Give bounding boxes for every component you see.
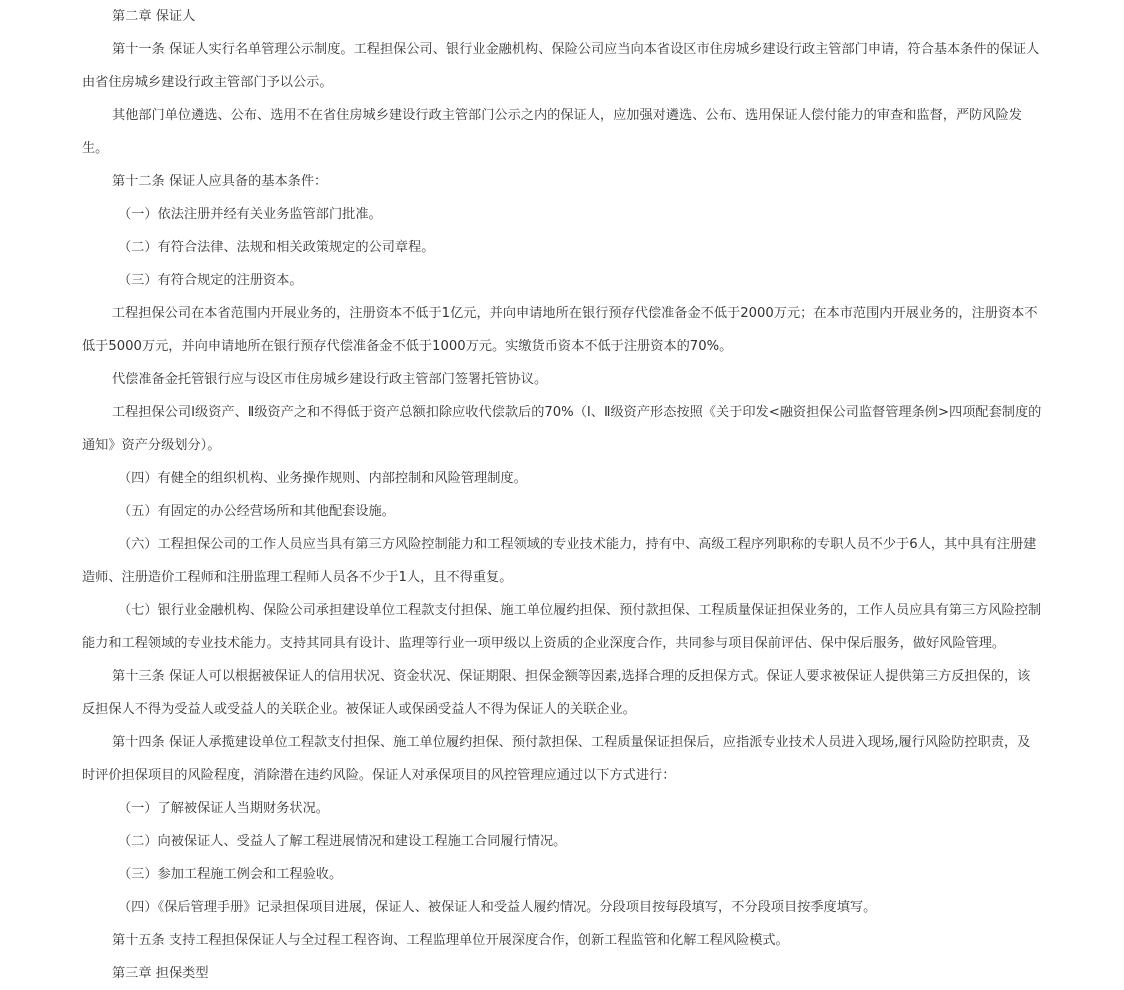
article-paragraph: 第十三条 保证人可以根据被保证人的信用状况、资金状况、保证期限、担保金额等因素,选择合理的反担保方式。保证人要求被保证人提供第三方反担保的，该反担保人不得为受益人或受益人的关联企业。被保证人或保函受益人不得为保证人的关联企业。 [82,669,1031,717]
article-paragraph: 第十一条 保证人实行名单管理公示制度。工程担保公司、银行业金融机构、保险公司应当向本省设区市住房城乡建设行政主管部门申请，符合基本条件的保证人由省住房城乡建设行政主管部门予以公示。 [82,42,1040,90]
list-item: （二）向被保证人、受益人了解工程进展情况和建设工程施工合同履行情况。 [118,834,567,849]
list-item: （一）依法注册并经有关业务监管部门批准。 [118,207,382,222]
chapter-heading: 第二章 保证人 [112,9,196,24]
list-item: （二）有符合法律、法规和相关政策规定的公司章程。 [118,240,435,255]
list-item: （三）参加工程施工例会和工程验收。 [118,867,343,882]
article-paragraph: 第十四条 保证人承揽建设单位工程款支付担保、施工单位履约担保、预付款担保、工程质量保证担保后，应指派专业技术人员进入现场,履行风险防控职责，及时评价担保项目的风险程度，消除潜在违约风险。保证人对承保项目的风控管理应通过以下方式进行： [82,735,1031,783]
list-item: （三）有符合规定的注册资本。 [118,273,303,288]
article-paragraph: 第十五条 支持工程担保保证人与全过程工程咨询、工程监理单位开展深度合作，创新工程监管和化解工程风险模式。 [112,933,789,948]
document-body [82,0,1042,990]
list-item: （四）《保后管理手册》记录担保项目进展，保证人、被保证人和受益人履约情况。分段项目按每段填写，不分段项目按季度填写。 [118,900,877,915]
body-paragraph: 工程担保公司在本省范围内开展业务的，注册资本不低于1亿元，并向申请地所在银行预存代偿准备金不低于2000万元；在本市范围内开展业务的，注册资本不低于5000万元，并向申请地所在银行预存代偿准备金不低于1000万元。实缴货币资本不低于注册资本的70%。 [82,306,1038,354]
body-paragraph: 工程担保公司Ⅰ级资产、Ⅱ级资产之和不得低于资产总额扣除应收代偿款后的70%（Ⅰ、Ⅱ级资产形态按照《关于印发<融资担保公司监督管理条例>四项配套制度的通知》资产分级划分）。 [82,405,1042,453]
list-item: （五）有固定的办公经营场所和其他配套设施。 [118,504,395,519]
list-item: （七）银行业金融机构、保险公司承担建设单位工程款支付担保、施工单位履约担保、预付款担保、工程质量保证担保业务的，工作人员应具有第三方风险控制能力和工程领域的专业技术能力。支持其同具有设计、监理等行业一项甲级以上资质的企业深度合作，共同参与项目保前评估、保中保后服务，做好风险管理。 [82,603,1042,651]
list-item: （六）工程担保公司的工作人员应当具有第三方风险控制能力和工程领域的专业技术能力，持有中、高级工程序列职称的专职人员不少于6人，其中具有注册建造师、注册造价工程师和注册监理工程师人员各不少于1人，且不得重复。 [82,537,1037,585]
body-paragraph: 代偿准备金托管银行应与设区市住房城乡建设行政主管部门签署托管协议。 [112,372,548,387]
chapter-heading: 第三章 担保类型 [112,966,209,981]
list-item: （一）了解被保证人当期财务状况。 [118,801,329,816]
article-paragraph: 第十二条 保证人应具备的基本条件： [112,174,328,189]
body-paragraph: 其他部门单位遴选、公布、选用不在省住房城乡建设行政主管部门公示之内的保证人，应加强对遴选、公布、选用保证人偿付能力的审查和监督，严防风险发生。 [82,108,1022,156]
list-item: （四）有健全的组织机构、业务操作规则、内部控制和风险管理制度。 [118,471,527,486]
